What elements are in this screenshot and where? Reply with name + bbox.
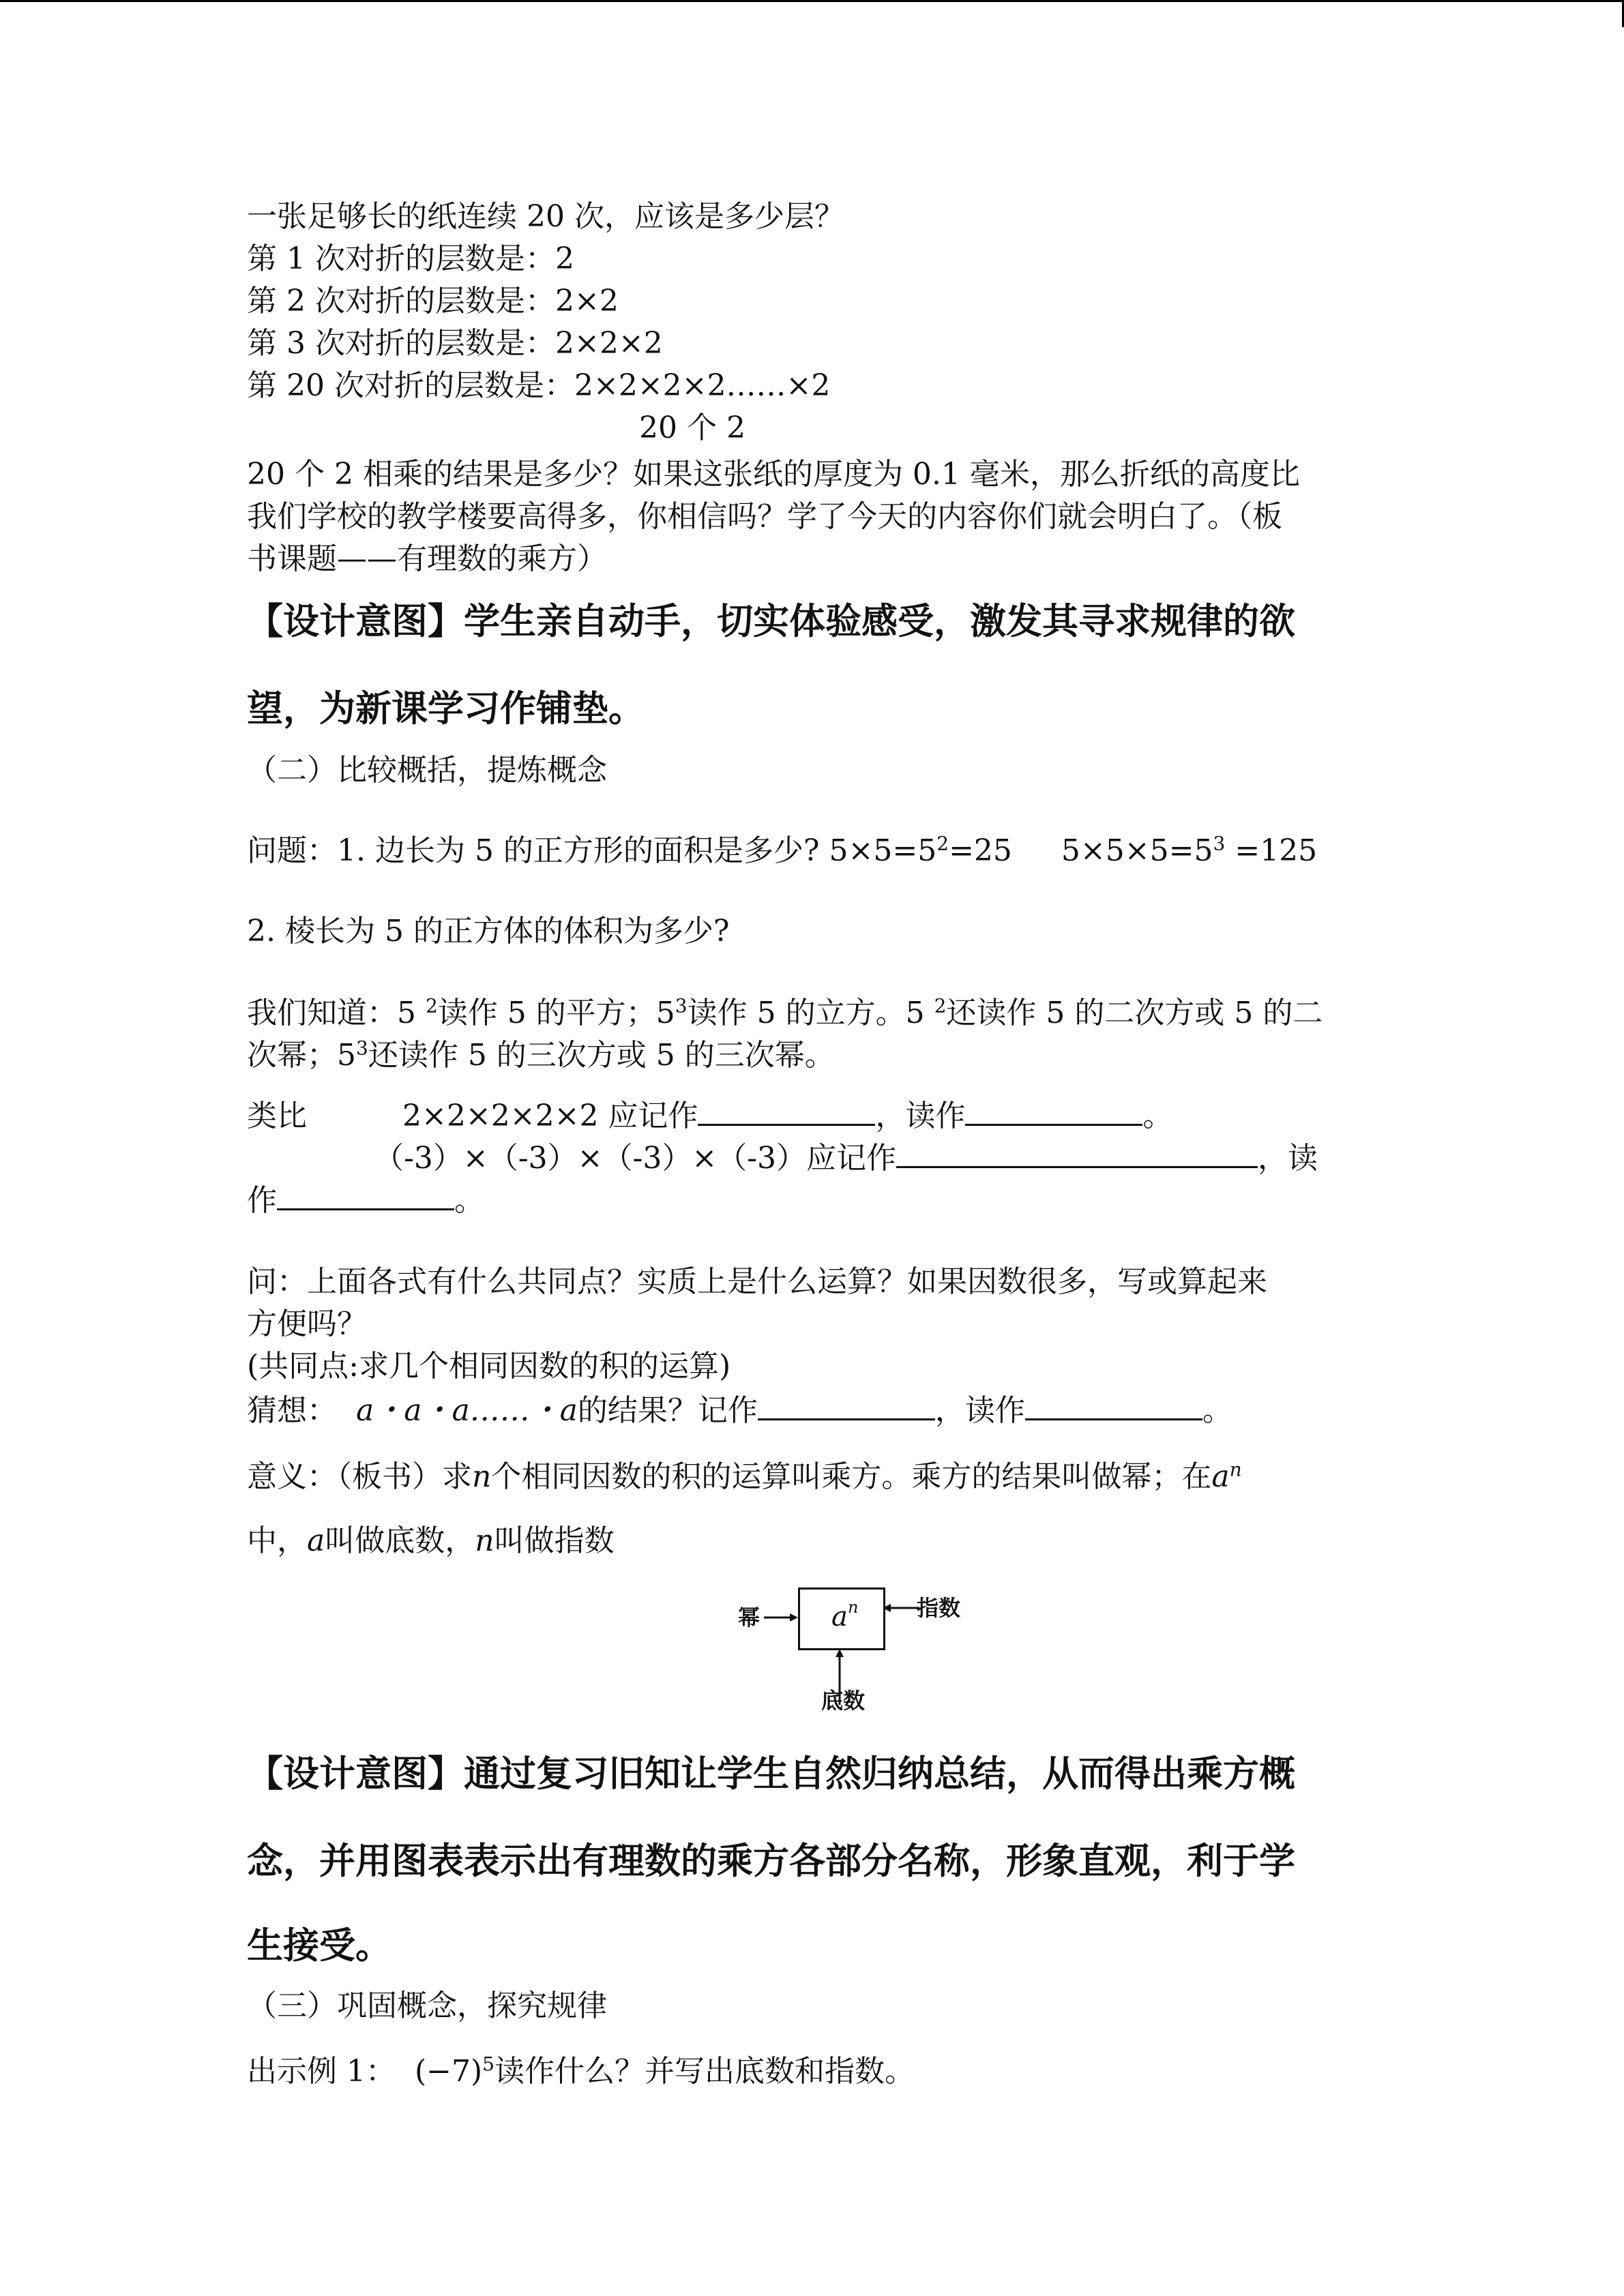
meaning-line1: 意义：（板书）求n个相同因数的积的运算叫乘方。乘方的结果叫做幂；在$a^n$ [247, 1458, 1242, 1494]
exponent-variable: n [848, 1598, 859, 1617]
question-2: 2. 棱长为 5 的正方体的体积为多少? [247, 914, 730, 949]
ask-line1: 问：上面各式有什么共同点？实质上是什么运算？如果因数很多，写或算起来 [247, 1264, 1267, 1299]
question-1: 问题：1. 边长为 5 的正方形的面积是多少? $5\times 5=5^2=25$ $5\times 5\times 5=5^3 =125$ [247, 832, 1318, 868]
knowledge-line2: 次幂；$5^3$还读作 5 的三次方或 5 的三次幂。 [247, 1037, 835, 1073]
blank-reading-3[interactable] [1025, 1388, 1202, 1420]
base-variable: a [831, 1601, 848, 1632]
blank-reading-1[interactable] [965, 1094, 1142, 1126]
design-intent-2-line2: 念，并用图表表示出有理数的乘方各部分名称，形象直观，利于学 [247, 1840, 1295, 1882]
fold-2: 第 2 次对折的层数是：2×2 [247, 284, 619, 318]
blank-notation-2[interactable] [896, 1136, 1258, 1168]
brace-label: 20 个 2 [639, 411, 745, 445]
section-3-title: （三）巩固概念，探究规律 [247, 1988, 607, 2023]
ask-line2: 方便吗？ [247, 1307, 367, 1341]
analogy-line2: （-3）×（-3）×（-3）×（-3）应记作 ，读 [374, 1136, 1318, 1179]
analogy-line3: 作 。 [247, 1178, 484, 1221]
fold-3: 第 3 次对折的层数是：2×2×2 [247, 326, 663, 361]
design-intent-2-line3: 生接受。 [247, 1924, 392, 1967]
design-intent-2-line1: 【设计意图】通过复习旧知让学生自然归纳总结，从而得出乘方概 [247, 1753, 1295, 1795]
common-point: (共同点:求几个相同因数的积的运算) [247, 1349, 731, 1384]
blank-notation-1[interactable] [698, 1094, 875, 1126]
top-border [0, 0, 1624, 2]
example-1: 出示例 1： $(-7)^5$读作什么？并写出底数和指数。 [247, 2053, 915, 2089]
blank-reading-2[interactable] [277, 1178, 454, 1210]
power-box [798, 1587, 885, 1650]
analogy-line1: 类比 2×2×2×2×2 应记作 ，读作 。 [247, 1094, 1172, 1137]
design-intent-1-line2: 望，为新课学习作铺垫。 [247, 687, 645, 730]
intro-para-line1: 20 个 2 相乘的结果是多少？如果这张纸的厚度为 0.1 毫米，那么折纸的高度比 [247, 457, 1300, 492]
exponent-label: 指数 [917, 1595, 961, 1621]
blank-notation-3[interactable] [758, 1388, 935, 1420]
intro-para-line2: 我们学校的教学楼要高得多，你相信吗？学了今天的内容你们就会明白了。（板 [247, 499, 1282, 534]
conjecture: 猜想： a・a・a……・a的结果？记作 ，读作 。 [247, 1388, 1232, 1431]
section-2-title: （二）比较概括，提炼概念 [247, 753, 607, 788]
power-diagram [737, 1575, 996, 1725]
base-label: 底数 [821, 1688, 866, 1714]
intro-question: 一张足够长的纸连续 20 次，应该是多少层？ [247, 199, 844, 234]
knowledge-line1: 我们知道：5 $^2$读作 5 的平方；$5^3$读作 5 的立方。5 $^2$还读作 5 的二次方或 5 的二 [247, 994, 1323, 1030]
fold-20: 第 20 次对折的层数是：2×2×2×2……×2 [247, 368, 831, 403]
intro-para-line3: 书课题——有理数的乘方） [247, 541, 607, 576]
design-intent-1-line1: 【设计意图】学生亲自动手，切实体验感受，激发其寻求规律的欲 [247, 600, 1295, 642]
meaning-line2: 中，a叫做底数，n叫做指数 [247, 1523, 615, 1558]
fold-1: 第 1 次对折的层数是：2 [247, 241, 574, 276]
power-label: 幂 [738, 1605, 761, 1630]
